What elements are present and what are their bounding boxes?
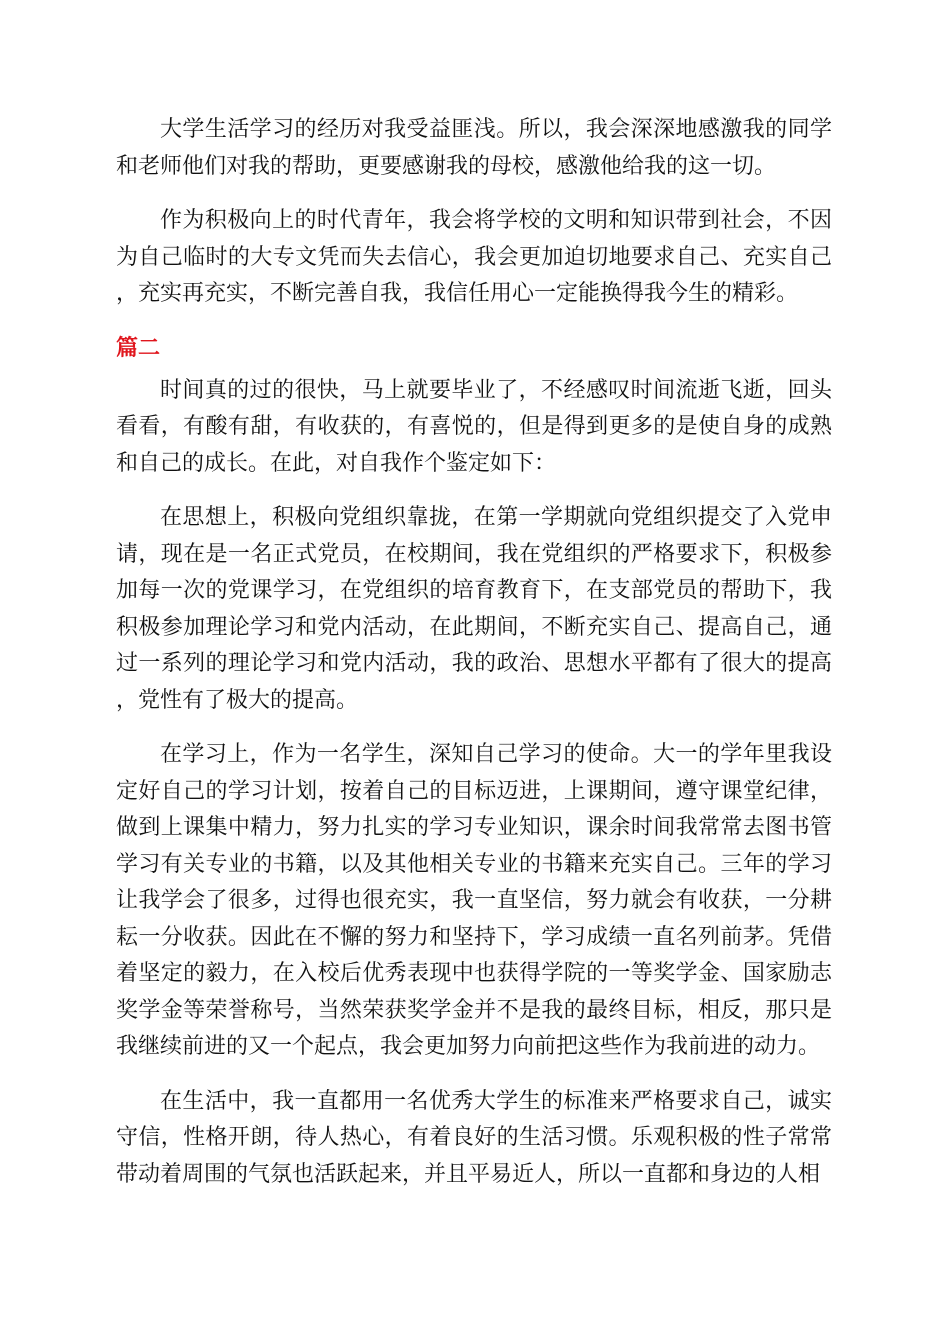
paragraph-gratitude: 大学生活学习的经历对我受益匪浅。所以，我会深深地感激我的同学和老师他们对我的帮助，更要感谢我的母校，感激他给我的这一切。	[116, 117, 832, 179]
paragraph-ideology: 在思想上，积极向党组织靠拢，在第一学期就向党组织提交了入党申请，现在是一名正式党员，在校期间，我在党组织的严格要求下，积极参加每一次的党课学习，在党组织的培育教育下，在支部党员的帮助下，我积极参加理论学习和党内活动，在此期间，不断充实自己、提高自己，通过一系列的理论学习和党内活动，我的政治、思想水平都有了很大的提高，党性有了极大的提高。	[116, 505, 832, 713]
paragraph-life: 在生活中，我一直都用一名优秀大学生的标准来严格要求自己，诚实守信，性格开朗，待人热心，有着良好的生活习惯。乐观积极的性子常常带动着周围的气氛也活跃起来，并且平易近人，所以一直都和身边的人相	[116, 1088, 832, 1187]
paragraph-intro: 时间真的过的很快，马上就要毕业了，不经感叹时间流逝飞逝，回头看看，有酸有甜，有收获的，有喜悦的，但是得到更多的是使自身的成熟和自己的成长。在此，对自我作个鉴定如下：	[116, 377, 832, 476]
document-body	[116, 112, 832, 1211]
section-heading: 篇二	[116, 335, 161, 361]
paragraph-aspiration: 作为积极向上的时代青年，我会将学校的文明和知识带到社会，不因为自己临时的大专文凭而失去信心，我会更加迫切地要求自己、充实自己，充实再充实，不断完善自我，我信任用心一定能换得我今生的精彩。	[116, 208, 832, 306]
paragraph-study: 在学习上，作为一名学生，深知自己学习的使命。大一的学年里我设定好自己的学习计划，按着自己的目标迈进，上课期间，遵守课堂纪律，做到上课集中精力，努力扎实的学习专业知识，课余时间我常常去图书管学习有关专业的书籍，以及其他相关专业的书籍来充实自己。三年的学习让我学会了很多，过得也很充实，我一直坚信，努力就会有收获，一分耕耘一分收获。因此在不懈的努力和坚持下，学习成绩一直名列前茅。凭借着坚定的毅力，在入校后优秀表现中也获得学院的一等奖学金、国家励志奖学金等荣誉称号，当然荣获奖学金并不是我的最终目标，相反，那只是我继续前进的又一个起点，我会更加努力向前把这些作为我前进的动力。	[116, 742, 832, 1059]
